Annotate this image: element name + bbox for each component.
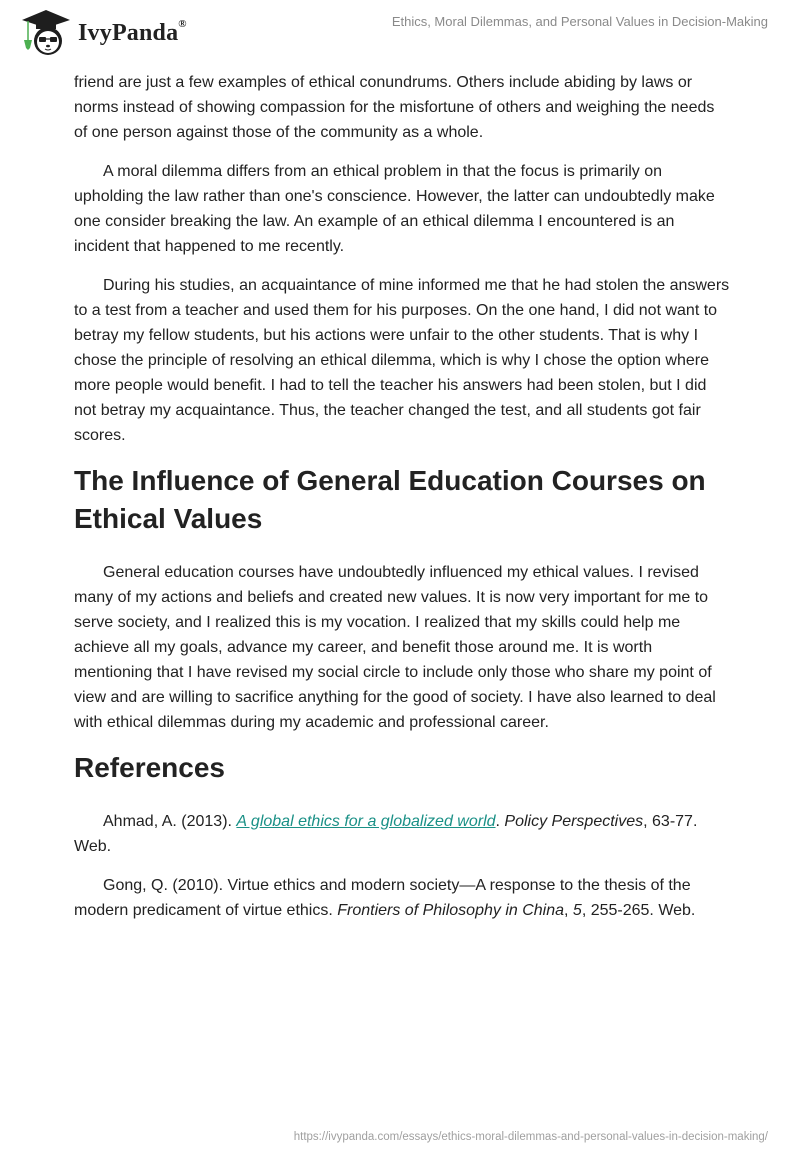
reference-link[interactable]: A global ethics for a globalized world	[236, 813, 496, 830]
panda-graduate-icon	[18, 8, 74, 58]
section-heading: The Influence of General Education Courses on Ethical Values	[74, 465, 706, 534]
document-title: Ethics, Moral Dilemmas, and Personal Values in Decision-Making	[391, 14, 768, 29]
page-header	[0, 0, 800, 60]
logo[interactable]	[18, 8, 187, 58]
source-url: https://ivypanda.com/essays/ethics-moral-dilemmas-and-personal-values-in-decision-making/	[293, 1131, 768, 1143]
paragraph: During his studies, an acquaintance of mine informed me that he had stolen the answers to a test from a teacher and used them for his purposes. On the one hand, I did not want to betray my fellow students, but his actions were unfair to the other students. That is why I chose the principle of resolving an ethical dilemma, which is why I chose the option where more people would benefit. I had to tell the teacher his answers had been stolen, but I did not betray my acquaintance. Thus, the teacher changed the test, and all students got fair scores.	[74, 277, 730, 444]
paragraph: General education courses have undoubtedly influenced my ethical values. I revised many of my actions and beliefs and created new values. It is now very important for me to serve society, and I realized this is my vocation. I realized that my skills could help me achieve all my goals, advance my career, and benefit those around me. It is worth mentioning that I have revised my social circle to include only those who share my point of view and are willing to sacrifice anything for the good of society. I have also learned to deal with ethical dilemmas during my academic and professional career.	[74, 564, 716, 731]
paragraph: A moral dilemma differs from an ethical problem in that the focus is primarily on upholding the law rather than one's conscience. However, the latter can undoubtedly make one consider breaking the law. An example of an ethical dilemma I encountered is an incident that happened to me recently.	[74, 163, 715, 255]
brand-name: IvyPanda®	[78, 17, 187, 46]
reference-entry: Gong, Q. (2010). Virtue ethics and modern society—A response to the thesis of the modern predicament of virtue ethics. Frontiers of Philosophy in China, 5, 255-265. Web.	[74, 877, 696, 919]
paragraph: friend are just a few examples of ethical conundrums. Others include abiding by laws or norms instead of showing compassion for the misfortune of others and weighing the needs of one person against those of the community as a whole.	[74, 74, 715, 141]
references-heading: References	[74, 752, 225, 783]
reference-entry: Ahmad, A. (2013). A global ethics for a globalized world. Policy Perspectives, 63-77. Web.	[74, 813, 698, 855]
essay-content	[74, 70, 730, 937]
